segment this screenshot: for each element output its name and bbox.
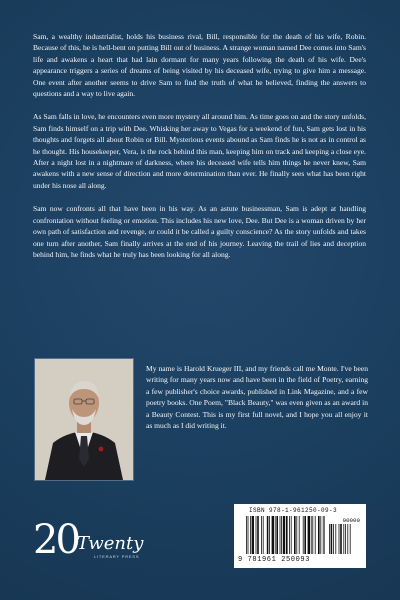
- logo-number: 20: [33, 517, 78, 563]
- author-photo: [35, 359, 133, 480]
- logo-subtitle: LITERARY PRESS: [94, 554, 140, 559]
- isbn-label: ISBN 978-1-961250-09-3: [249, 507, 338, 514]
- logo-word: Twenty: [77, 533, 144, 554]
- barcode-digits: 9 781961 250093: [238, 556, 311, 564]
- synopsis-paragraph-3: Sam now confronts all that have been in his way. As an astute businessman, Sam is adept at handling confrontation without feeling or emotion. This includes his new love, Dee. But Dee is a woman driven by her own path of satisfaction and revenge, or could it be called a guilty conscience? As the story unfolds and takes one turn after another, Sam finally arrives at the end of his journey. Leaving the trail of lies and deception behind him, he finds what he truly has been looking for all along.: [33, 204, 366, 259]
- synopsis: [33, 31, 366, 272]
- publisher-logo: [33, 517, 168, 572]
- barcode-bars: [246, 516, 325, 554]
- isbn-barcode: [234, 504, 366, 568]
- price-code: 90000: [342, 517, 360, 524]
- barcode-addon-bars: [329, 524, 358, 554]
- synopsis-paragraph-2: As Sam falls in love, he encounters even more mystery all around him. As time goes on and the story unfolds, Sam finds himself on a trip with Dee. Whisking her away to Vegas for a weekend of fun, Sam gets lost in his thoughts and forgets all about Robin or Bill. Mysterious events abound as Sam finds he is not as in control as he thought. His housekeeper, Vera, is the rock behind this man, keeping him on track and keeping a close eye. After a night lost in a nightmare of darkness, where his deceased wife tells him things he never knew, Sam awakens with a new sense of direction and more determination than ever. He finally sees what has been right under his nose all along.: [33, 112, 366, 190]
- author-bio: My name is Harold Krueger III, and my friends call me Monte. I've been writing for many years now and have been in the field of Poetry, earning a few publisher's choice awards, published in Link Magazine, and a few poetry books. One Poem, "Black Beauty," was even given as an award in a Beauty Contest. This is my first full novel, and I hope you all enjoy it as much as I did writing it.: [146, 364, 368, 431]
- synopsis-paragraph-1: Sam, a wealthy industrialist, holds his business rival, Bill, responsible for the death of his wife, Robin. Because of this, he is hell-bent on putting Bill out of business. A strange woman named Dee comes into Sam's life and awakens a heart that had lain dormant for many years following the death of his wife. Dee's appearance triggers a series of dreams of being visited by his deceased wife, trying to give him a message. One event after another seems to drive Sam to find the truth of what he believed, finding the answers to questions and a way to live again.: [33, 32, 366, 99]
